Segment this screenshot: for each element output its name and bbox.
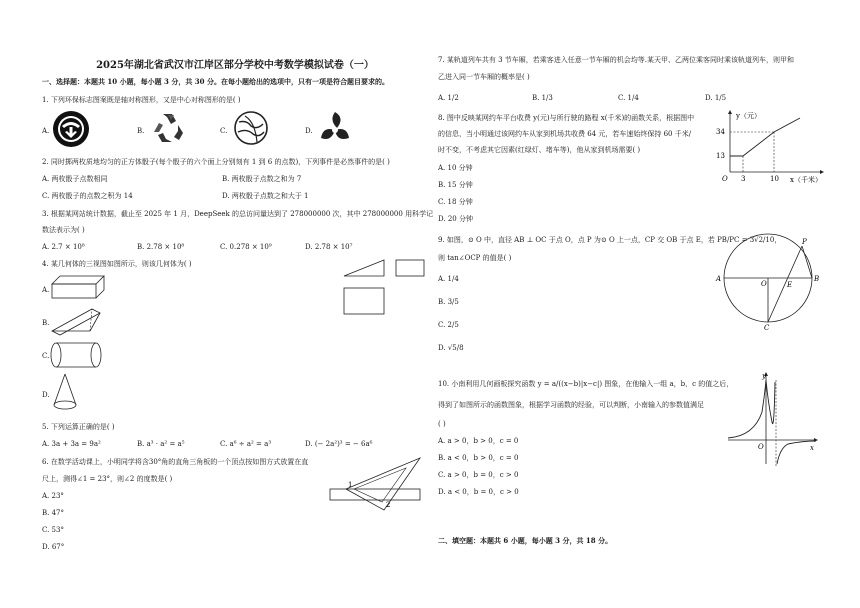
q1-option-c: C.: [220, 127, 228, 135]
q3-stem: 3. 根据某网站统计数据，截止至 2025 年 1 月，DeepSeek 的总访问量达到了 278000000 次，其中 278000000 用科学记: [42, 210, 434, 218]
q3-option-a: A. 2.7 × 10⁸: [42, 243, 85, 251]
q1-stem: 1. 下列环保标志图案既是轴对称图形，又是中心对称图形的是( ): [42, 96, 241, 104]
q4-option-a: A.: [42, 286, 50, 294]
recycle-icon: [150, 111, 186, 145]
q5-option-d: D. (− 2a²)³ = − 6a⁶: [305, 440, 373, 448]
q2-option-a: A. 两枚骰子点数相同: [42, 175, 108, 183]
q7-option-b: B. 1/3: [532, 94, 553, 102]
q7-stem-cont: 乙进入同一节车厢的概率是( ): [438, 73, 530, 81]
point-b-label: B: [814, 275, 820, 283]
angle-2-label: 2: [386, 501, 391, 509]
point-p-label: P: [802, 238, 807, 246]
circle-geometry-figure: [712, 228, 824, 334]
q9-line-2: 则 tan∠OCP 的值是( ): [438, 254, 512, 262]
q10-option-a: A. a > 0，b > 0，c = 0: [438, 437, 519, 445]
q8-line-1: 8. 图中反映某网约车平台收费 y(元)与所行驶的路程 x(千米)的函数关系，根据图中: [438, 114, 695, 122]
q3-option-b: B. 2.78 × 10⁸: [137, 243, 185, 251]
cone-shape: [52, 372, 78, 412]
fare-graph-ylabel: y（元）: [736, 112, 761, 120]
q9-line-1: 9. 如图，⊙ O 中，直径 AB ⊥ OC 于点 O，点 P 为⊙ O 上一点，CP 交 OB 于点 E，若 PB/PC = 3√2/10，: [438, 236, 782, 244]
q8-option-b: B. 15 分钟: [438, 181, 473, 189]
q7-option-c: C. 1/4: [618, 94, 639, 102]
q2-stem: 2. 同时掷两枚质地均匀的正方体骰子(每个骰子的六个面上分别刻有 1 到 6 的点数)，下列事件是必然事件的是( ): [42, 158, 390, 166]
q2-option-c: C. 两枚骰子的点数之积为 14: [42, 192, 133, 200]
triangular-prism-shape: [50, 307, 102, 335]
triple-leaf-icon: [315, 108, 355, 148]
q7-option-d: D. 1/5: [705, 94, 727, 102]
fare-graph: [716, 110, 828, 184]
q7-stem: 7. 某轨道列车共有 3 节车厢，若乘客进入任意一节车厢的机会均等.某天甲、乙两位乘客同时乘该轨道列车，则甲和: [438, 56, 795, 64]
q10-line-1: 10. 小南利用几何画板探究函数 y = a/((x−b)|x−c|) 图象，在他输入一组 a，b，c 的值之后，: [438, 380, 734, 388]
q9-option-d: D. √5/8: [438, 344, 464, 352]
q6-stem: 6. 在数学活动课上，小明同学将含30°角的直角三角板的一个顶点按如图方式放置在直: [42, 458, 309, 466]
q10-option-b: B. a < 0，b > 0，c = 0: [438, 454, 519, 462]
q4-stem: 4. 某几何体的三视图如图所示，则该几何体为( ): [42, 260, 192, 268]
fare-graph-ytick-34: 34: [716, 128, 725, 136]
q3-option-c: C. 0.278 × 10⁹: [220, 243, 272, 251]
q9-option-a: A. 1/4: [438, 275, 459, 283]
q6-option-b: B. 47°: [42, 509, 65, 517]
exam-title: 2025年湖北省武汉市江岸区部分学校中考数学模拟试卷（一）: [96, 60, 374, 71]
eco-label-icon: [52, 110, 90, 148]
q5-option-b: B. a³ · a² = a⁵: [137, 440, 185, 448]
function-graph-ylabel: y: [762, 372, 766, 380]
q1-option-b: B.: [137, 127, 145, 135]
function-graph: [724, 372, 820, 468]
fare-graph-origin: O: [722, 175, 728, 183]
ruler-triangle-figure: [328, 456, 424, 512]
q8-line-2: 的信息，当小明通过该网约车从家到机场共收费 64 元，若车速始终保持 60 千米/: [438, 130, 692, 138]
fare-graph-xtick-3: 3: [741, 175, 746, 183]
fare-graph-ytick-13: 13: [716, 152, 725, 160]
point-a-label: A: [716, 275, 722, 283]
q5-stem: 5. 下列运算正确的是( ): [42, 423, 115, 431]
q9-option-b: B. 3/5: [438, 298, 459, 306]
globe-icon: [233, 110, 269, 146]
q8-option-a: A. 10 分钟: [438, 164, 473, 172]
cuboid-shape: [50, 274, 106, 300]
q10-option-d: D. a < 0，b = 0，c > 0: [438, 488, 519, 496]
q9-option-c: C. 2/5: [438, 321, 459, 329]
function-graph-origin: O: [758, 443, 764, 451]
point-e-label: E: [787, 281, 793, 289]
fare-graph-xtick-10: 10: [770, 175, 779, 183]
q10-option-c: C. a > 0，b = 0，c > 0: [438, 471, 519, 479]
q1-option-a: A.: [42, 127, 50, 135]
section-heading-choice: 一、选择题：本题共 10 小题，每小题 3 分，共 30 分。在每小题给出的选项中，只有一项是符合题目要求的。: [42, 77, 389, 86]
q8-line-3: 时不变，不考虑其它因素(红绿灯、堵车等)，他从家到机场需要( ): [438, 146, 641, 154]
fare-graph-xlabel: x（千米）: [790, 176, 822, 184]
q2-option-d: D. 两枚骰子点数之和大于 1: [222, 192, 309, 200]
angle-1-label: 1: [348, 481, 353, 489]
q4-option-c: C.: [42, 352, 50, 360]
q1-option-d: D.: [305, 127, 313, 135]
q3-stem-cont: 数法表示为( ): [42, 226, 85, 234]
q3-option-d: D. 2.78 × 10⁷: [305, 243, 353, 251]
q10-line-3: ( ): [438, 420, 446, 428]
q6-option-a: A. 23°: [42, 492, 64, 500]
q6-option-d: D. 67°: [42, 543, 65, 551]
q5-option-a: A. 3a + 3a = 9a²: [42, 440, 101, 448]
q8-option-d: D. 20 分钟: [438, 215, 473, 223]
q6-stem-cont: 尺上，测得∠1 = 23°，则∠2 的度数是( ): [42, 475, 173, 483]
q5-option-c: C. a⁶ ÷ a² = a³: [220, 440, 272, 448]
q2-option-b: B. 两枚骰子点数之和为 7: [222, 175, 302, 183]
q6-option-c: C. 53°: [42, 526, 64, 534]
cylinder-shape: [50, 341, 104, 369]
q7-option-a: A. 1/2: [438, 94, 459, 102]
point-o-label: O: [761, 280, 767, 288]
q4-option-b: B.: [42, 319, 50, 327]
function-graph-xlabel: x: [810, 444, 814, 452]
q4-option-d: D.: [42, 391, 50, 399]
q8-option-c: C. 18 分钟: [438, 198, 473, 206]
q10-line-2: 得到了如图所示的函数图象，根据学习函数的经验，可以判断，小南输入的参数值满足: [438, 401, 704, 409]
section-heading-fill-in: 二、填空题：本题共 6 小题，每小题 3 分，共 18 分。: [438, 536, 613, 545]
three-views-figure: [342, 258, 428, 316]
point-c-label: C: [764, 324, 770, 332]
